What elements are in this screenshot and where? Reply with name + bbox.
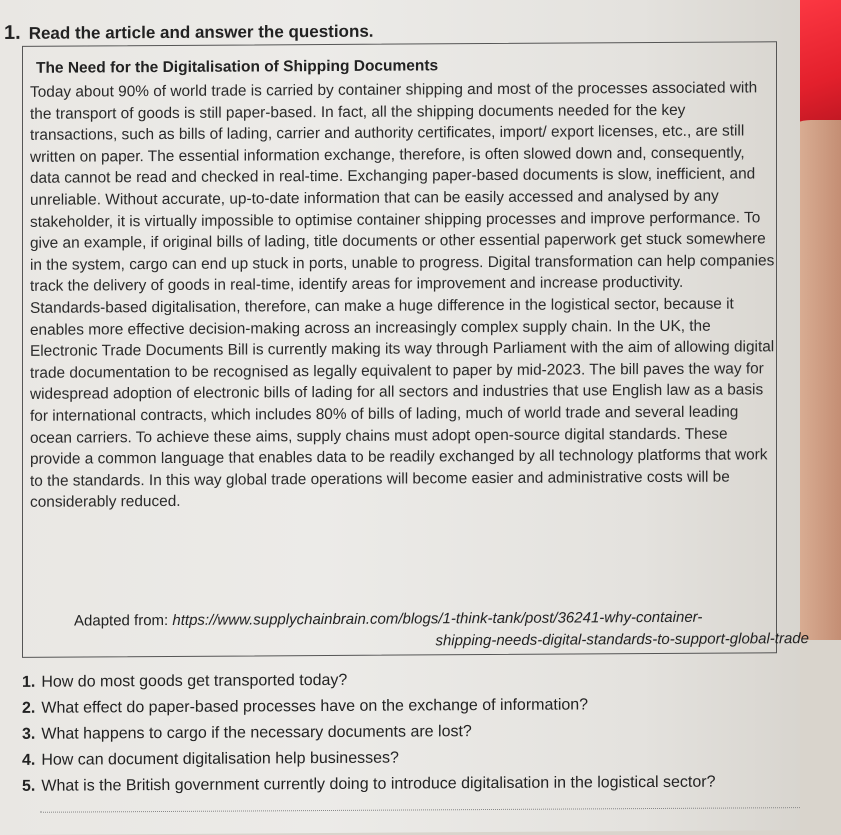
question-list: [22, 665, 837, 800]
source-label: Adapted from:: [74, 611, 169, 630]
article-body: [30, 77, 775, 513]
article-paragraph-2: Standards-based digitalisation, therefore, can make a huge difference in the logistical sector, because it enables more effective decision-making across an increasingly complex supply chain. In the UK, the Electronic Trade Documents Bill is currently making its way through Parliament with the aim of allowing digital trade documentation to be recognised as legally equivalent to paper by mid-2023. The bill paves the way for widespread adoption of electronic bills of lading for all sectors and industries that use English law as a basis for international contracts, which includes 80% of bills of lading, much of world trade and several leading ocean carriers. To achieve these aims, supply chains must adopt open-source digital standards. These provide a common language that enables data to be readily exchanged by all technology platforms that work to the standards. In this way global trade operations will become easier and administrative costs will be considerably reduced.: [30, 295, 775, 512]
source-url-line-1: https://www.supplychainbrain.com/blogs/1-think-tank/post/36241-why-container-: [172, 608, 703, 629]
question-item: 3. What happens to cargo if the necessary documents are lost?: [22, 723, 472, 743]
answer-line: [40, 807, 800, 813]
exercise-number: 1.: [4, 21, 21, 44]
question-item: 5. What is the British government currently doing to introduce digitalisation in the logistical sector?: [22, 773, 716, 795]
question-item: 4. How can document digitalisation help businesses?: [22, 749, 399, 769]
question-item: 1. How do most goods get transported today?: [22, 671, 348, 691]
article-title: The Need for the Digitalisation of Shipping Documents: [36, 57, 439, 77]
question-item: 2. What effect do paper-based processes have on the exchange of information?: [22, 696, 589, 717]
article-source: [74, 606, 809, 654]
exercise-instruction: Read the article and answer the questions.: [28, 21, 374, 43]
exercise-header: [4, 20, 374, 45]
source-url-line-2: shipping-needs-digital-standards-to-support-global-trade: [435, 630, 809, 650]
article-paragraph-1: Today about 90% of world trade is carried by container shipping and most of the processes associated with the transport of goods is still paper-based. In fact, all the shipping documents needed for the key transactions, such as bills of lading, carrier and authority certificates, import/ export licenses, etc., are still written on paper. The essential information exchange, therefore, is often slowed down and, consequently, data cannot be read and checked in real-time. Exchanging paper-based documents is slow, inefficient, and unreliable. Without accurate, up-to-date information that can be easily accessed and analysed by any stakeholder, it is virtually impossible to optimise container shipping processes and improve performance. To give an example, if original bills of lading, title documents or other essential paperwork get stuck somewhere in the system, cargo can end up stuck in ports, unable to progress. Digital transformation can help companies track the delivery of goods in real-time, identify areas for improvement and increase productivity.: [30, 79, 775, 296]
